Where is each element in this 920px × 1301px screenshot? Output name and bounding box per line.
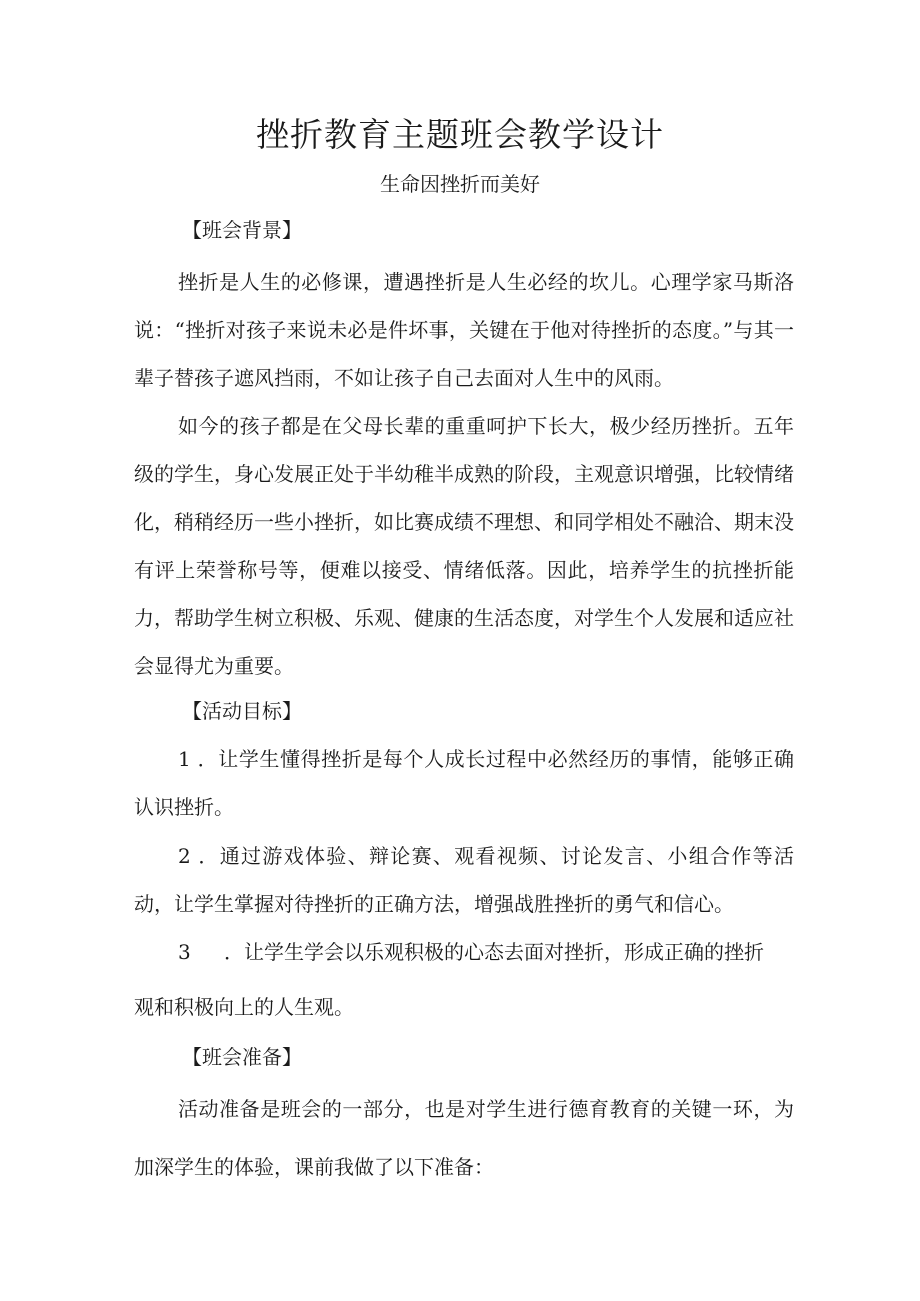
goal-item-3-line-2: 观和积极向上的人生观。 — [134, 995, 354, 1019]
section-heading-background: 【班会背景】 — [182, 218, 302, 242]
section-heading-goals: 【活动目标】 — [182, 699, 302, 723]
page-title: 挫折教育主题班会教学设计 — [256, 115, 664, 154]
goal-item-3-number: 3 — [178, 940, 191, 964]
paragraph-preparation: 活动准备是班会的一部分，也是对学生进行德育教育的关键一环，为加深学生的体验，课前我做了以下准备： — [134, 1097, 794, 1179]
goal-item-2: 2 ．通过游戏体验、辩论赛、观看视频、讨论发言、小组合作等活动，让学生掌握对待挫折的正确方法，增强战胜挫折的勇气和信心。 — [134, 844, 794, 916]
paragraph-background-2: 如今的孩子都是在父母长辈的重重呵护下长大，极少经历挫折。五年级的学生，身心发展正处于半幼稚半成熟的阶段，主观意识增强，比较情绪化，稍稍经历一些小挫折，如比赛成绩不理想、和同学相处不融洽、期末没有评上荣誉称号等，便难以接受、情绪低落。因此，培养学生的抗挫折能力，帮助学生树立积极、乐观、健康的生活态度，对学生个人发展和适应社会显得尤为重要。 — [134, 414, 794, 678]
section-heading-preparation: 【班会准备】 — [182, 1045, 302, 1069]
goal-item-3-line-1 — [178, 937, 764, 967]
paragraph-background-1: 挫折是人生的必修课，遭遇挫折是人生必经的坎儿。心理学家马斯洛说：“挫折对孩子来说未必是件坏事，关键在于他对待挫折的态度。”与其一辈子替孩子遮风挡雨，不如让孩子自己去面对人生中的风雨。 — [134, 270, 794, 390]
goal-item-1: 1 ．让学生懂得挫折是每个人成长过程中必然经历的事情，能够正确认识挫折。 — [134, 747, 794, 819]
goal-item-3-text: ．让学生学会以乐观积极的心态去面对挫折，形成正确的挫折 — [224, 940, 764, 964]
page-subtitle: 生命因挫折而美好 — [380, 172, 540, 196]
